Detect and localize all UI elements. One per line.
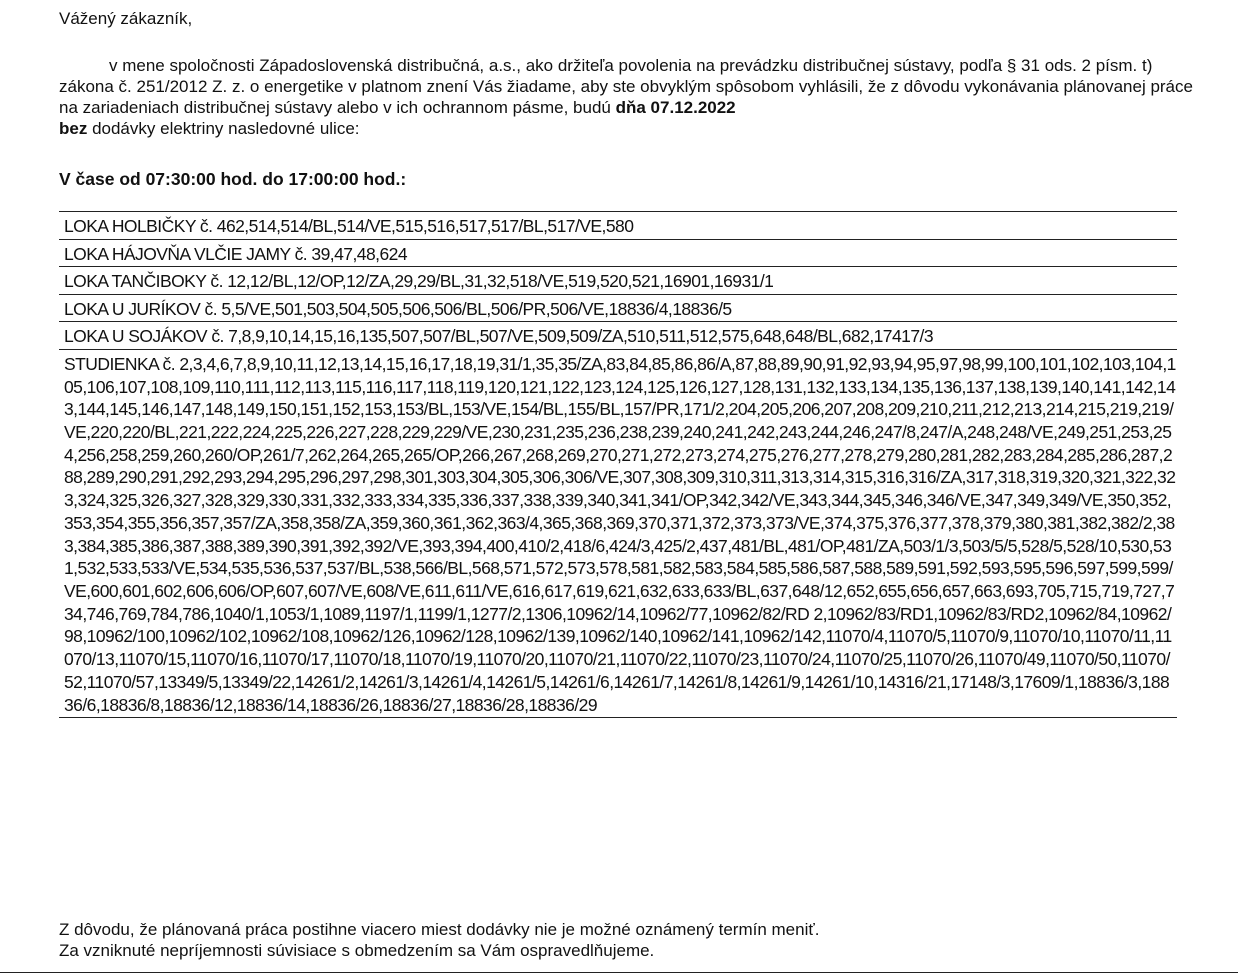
street-list-table: [59, 211, 1177, 718]
street-row-studienka: STUDIENKA č. 2,3,4,6,7,8,9,10,11,12,13,14,15,16,17,18,19,31/1,35,35/ZA,83,84,85,86,86/A,87,88,89,90,91,92,93,94,95,97,98,99,100,101,102,103,104,105,106,107,108,109,110,111,112,113,115,116,117,118,119,120,121,122,123,124,125,126,127,128,131,132,133,134,135,136,137,138,139,140,141,142,143,144,145,146,147,148,149,150,151,152,153,153/BL,153/VE,154/BL,155/BL,157/PR,171/2,204,205,206,207,208,209,210,211,212,213,214,215,219,219/VE,220,220/BL,221,222,224,225,226,227,228,229,229/VE,230,231,235,236,238,239,240,241,242,243,244,246,247/8,247/A,248,248/VE,249,251,253,254,256,258,259,260,260/OP,261/7,262,264,265,265/OP,266,267,268,269,270,271,272,273,274,275,276,277,278,279,280,281,282,283,284,285,286,287,288,289,290,291,292,293,294,295,296,297,298,301,303,304,305,306,306/VE,307,308,309,310,311,313,314,315,316,316/ZA,317,318,319,320,321,322,323,324,325,326,327,328,329,330,331,332,333,334,335,336,337,338,339,340,341,341/OP,342,342/VE,343,344,345,346,346/VE,347,349,349/VE,350,352,353,354,355,356,357,357/ZA,358,358/ZA,359,360,361,362,363/4,365,368,369,370,371,372,373,373/VE,374,375,376,377,378,379,380,381,382,382/2,383,384,385,386,387,388,389,390,391,392,392/VE,393,394,400,410/2,418/6,424/3,425/2,437,481/BL,481/OP,481/ZA,503/1/3,503/5/5,528/5,528/10,530,531,532,533,533/VE,534,535,536,537,537/BL,538,566/BL,568,571,572,573,578,581,582,583,584,585,586,587,588,589,591,592,593,595,596,597,599,599/VE,600,601,602,606,606/OP,607,607/VE,608/VE,611,611/VE,616,617,619,621,632,633,633/BL,637,648/12,652,655,656,657,663,693,705,715,719,727,734,746,769,784,786,1040/1,1053/1,1089,1197/1,1199/1,1277/2,1306,10962/14,10962/77,10962/82/RD 2,10962/83/RD1,10962/83/RD2,10962/84,10962/98,10962/100,10962/102,10962/108,10962/126,10962/128,10962/139,10962/140,10962/141,10962/142,11070/4,11070/5,11070/9,11070/10,11070/11,11070/13,11070/15,11070/16,11070/17,11070/18,11070/19,11070/20,11070/21,11070/22,11070/23,11070/24,11070/25,11070/26,11070/49,11070/50,11070/52,11070/57,13349/5,13349/22,14261/2,14261/3,14261/4,14261/5,14261/6,14261/7,14261/8,14261/9,14261/10,14316/21,17148/3,17609/1,18836/3,18836/6,18836/8,18836/12,18836/14,18836/26,18836/27,18836/28,18836/29: [59, 350, 1177, 718]
greeting: Vážený zákazník,: [59, 9, 193, 28]
intro-bold-bez: bez: [59, 119, 88, 138]
closing-line-2: Za vzniknuté nepríjemnosti súvisiace s obmedzením sa Vám ospravedlňujeme.: [59, 941, 655, 960]
closing-paragraph: [59, 919, 1199, 961]
bottom-divider: [0, 972, 1238, 973]
intro-text: v mene spoločnosti Západoslovenská distribučná, a.s., ako držiteľa povolenia na prevádzku distribučnej sústavy, podľa § 31 ods. 2 písm. t) zákona č. 251/2012 Z. z. o energetike v platnom znení Vás žiadame, aby ste obvyklým spôsobom vyhlásili, že z dôvodu vykonávania plánovanej práce na zariadeniach distribučnej sústavy alebo v ich ochrannom pásme, budú: [59, 56, 1193, 117]
street-row-loka-hajovna-vlcie-jamy: LOKA HÁJOVŇA VLČIE JAMY č. 39,47,48,624: [59, 240, 1177, 268]
street-row-loka-tanciboky: LOKA TANČIBOKY č. 12,12/BL,12/OP,12/ZA,29,29/BL,31,32,518/VE,519,520,521,16901,16931/1: [59, 267, 1177, 295]
street-row-loka-u-sojakov: LOKA U SOJÁKOV č. 7,8,9,10,14,15,16,135,507,507/BL,507/VE,509,509/ZA,510,511,512,575,648,648/BL,682,17417/3: [59, 322, 1177, 350]
outage-date: dňa 07.12.2022: [615, 98, 736, 117]
intro-paragraph: [59, 55, 1199, 139]
street-row-loka-u-jurikov: LOKA U JURÍKOV č. 5,5/VE,501,503,504,505,506,506/BL,506/PR,506/VE,18836/4,18836/5: [59, 295, 1177, 323]
street-row-loka-holbicky: LOKA HOLBIČKY č. 462,514,514/BL,514/VE,515,516,517,517/BL,517/VE,580: [59, 212, 1177, 240]
closing-line-1: Z dôvodu, že plánovaná práca postihne viacero miest dodávky nie je možné oznámený termín meniť.: [59, 920, 820, 939]
intro-text-end: dodávky elektriny nasledovné ulice:: [87, 119, 360, 138]
time-window-heading: V čase od 07:30:00 hod. do 17:00:00 hod.:: [59, 169, 407, 189]
